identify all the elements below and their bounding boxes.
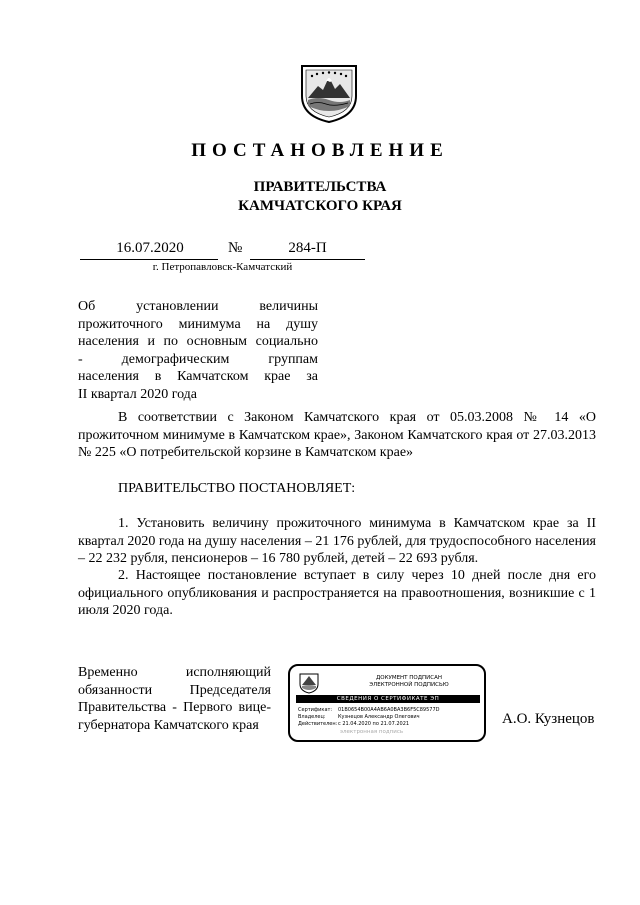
stamp-details — [298, 707, 440, 728]
kamchatka-coat-of-arms-icon — [298, 62, 360, 124]
document-subject — [78, 298, 318, 404]
item-1: 1. Установить величину прожиточного минимума в Камчатском крае за II квартал 2020 года на душу населения – 21 176 рублей, для трудоспособного населения – 22 232 рубля, пенсионеров – 16 780 рублей, детей – 22 693 рубля. — [78, 516, 596, 567]
resolves-heading: ПРАВИТЕЛЬСТВО ПОСТАНОВЛЯЕТ: — [118, 481, 356, 496]
stamp-row — [298, 721, 440, 728]
issuer — [0, 178, 640, 216]
number-underline — [250, 259, 365, 260]
signatory-position — [78, 664, 271, 734]
position-line: губернатора Камчатского края — [78, 717, 259, 733]
stamp-certificate-bar: СВЕДЕНИЯ О СЕРТИФИКАТЕ ЭП — [296, 695, 480, 703]
stamp-row-label: Сертификат: — [298, 707, 333, 713]
date-number-line — [80, 240, 365, 260]
coat-of-arms-small-icon — [298, 672, 320, 694]
issuer-line-2: КАМЧАТСКОГО КРАЯ — [238, 198, 402, 214]
electronic-signature-stamp — [288, 664, 486, 742]
position-line: Временно исполняющий — [78, 665, 271, 680]
stamp-row-value: с 21.04.2020 по 21.07.2021 — [338, 721, 410, 727]
stamp-header-line-1: ДОКУМЕНТ ПОДПИСАН — [375, 675, 443, 681]
document-type: ПОСТАНОВЛЕНИЕ — [191, 140, 449, 161]
stamp-header-line-2: ЭЛЕКТРОННОЙ ПОДПИСЬЮ — [369, 682, 449, 688]
position-line: Правительства - Первого вице- — [78, 700, 271, 716]
preamble: В соответствии с Законом Камчатского края от 05.03.2008 № 14 «О прожиточном минимуме в Камчатском крае», Законом Камчатского края от 27.03.2013 № 225 «О потребительской корзине в Камчатском крае» — [78, 410, 596, 461]
subject-line: прожиточного минимума на душу — [78, 316, 318, 332]
subject-line: населения в Камчатском крае за — [78, 369, 318, 385]
date-underline — [80, 259, 218, 260]
city: г. Петропавловск-Камчатский — [152, 261, 293, 273]
signer-name: А.О. Кузнецов — [502, 711, 595, 727]
subject-line: - демографическим группам — [78, 351, 318, 367]
subject-line: Об установлении величины — [78, 299, 318, 314]
stamp-row — [298, 714, 440, 721]
stamp-watermark: электронная подпись — [340, 729, 404, 735]
stamp-row-label: Владелец: — [298, 714, 326, 720]
number-sign: № — [228, 240, 243, 256]
document-date: 16.07.2020 — [116, 240, 184, 256]
stamp-row — [298, 707, 440, 714]
subject-line: населения и по основным социально — [78, 334, 318, 350]
stamp-header — [334, 675, 484, 689]
stamp-row-label: Действителен: — [298, 721, 338, 727]
item-2: 2. Настоящее постановление вступает в силу через 10 дней после дня его официального опубликования и распространяется на правоотношения, возникшие с 1 июля 2020 года. — [78, 568, 596, 619]
stamp-row-value: Кузнецов Александр Олегович — [338, 714, 420, 720]
position-line: обязанности Председателя — [78, 682, 271, 698]
issuer-line-1: ПРАВИТЕЛЬСТВА — [253, 179, 387, 195]
stamp-row-value: 01B0654B00A4AB6A0BA3B6F5C89577D — [338, 707, 440, 713]
subject-line: II квартал 2020 года — [78, 386, 198, 402]
document-number: 284-П — [288, 240, 327, 256]
